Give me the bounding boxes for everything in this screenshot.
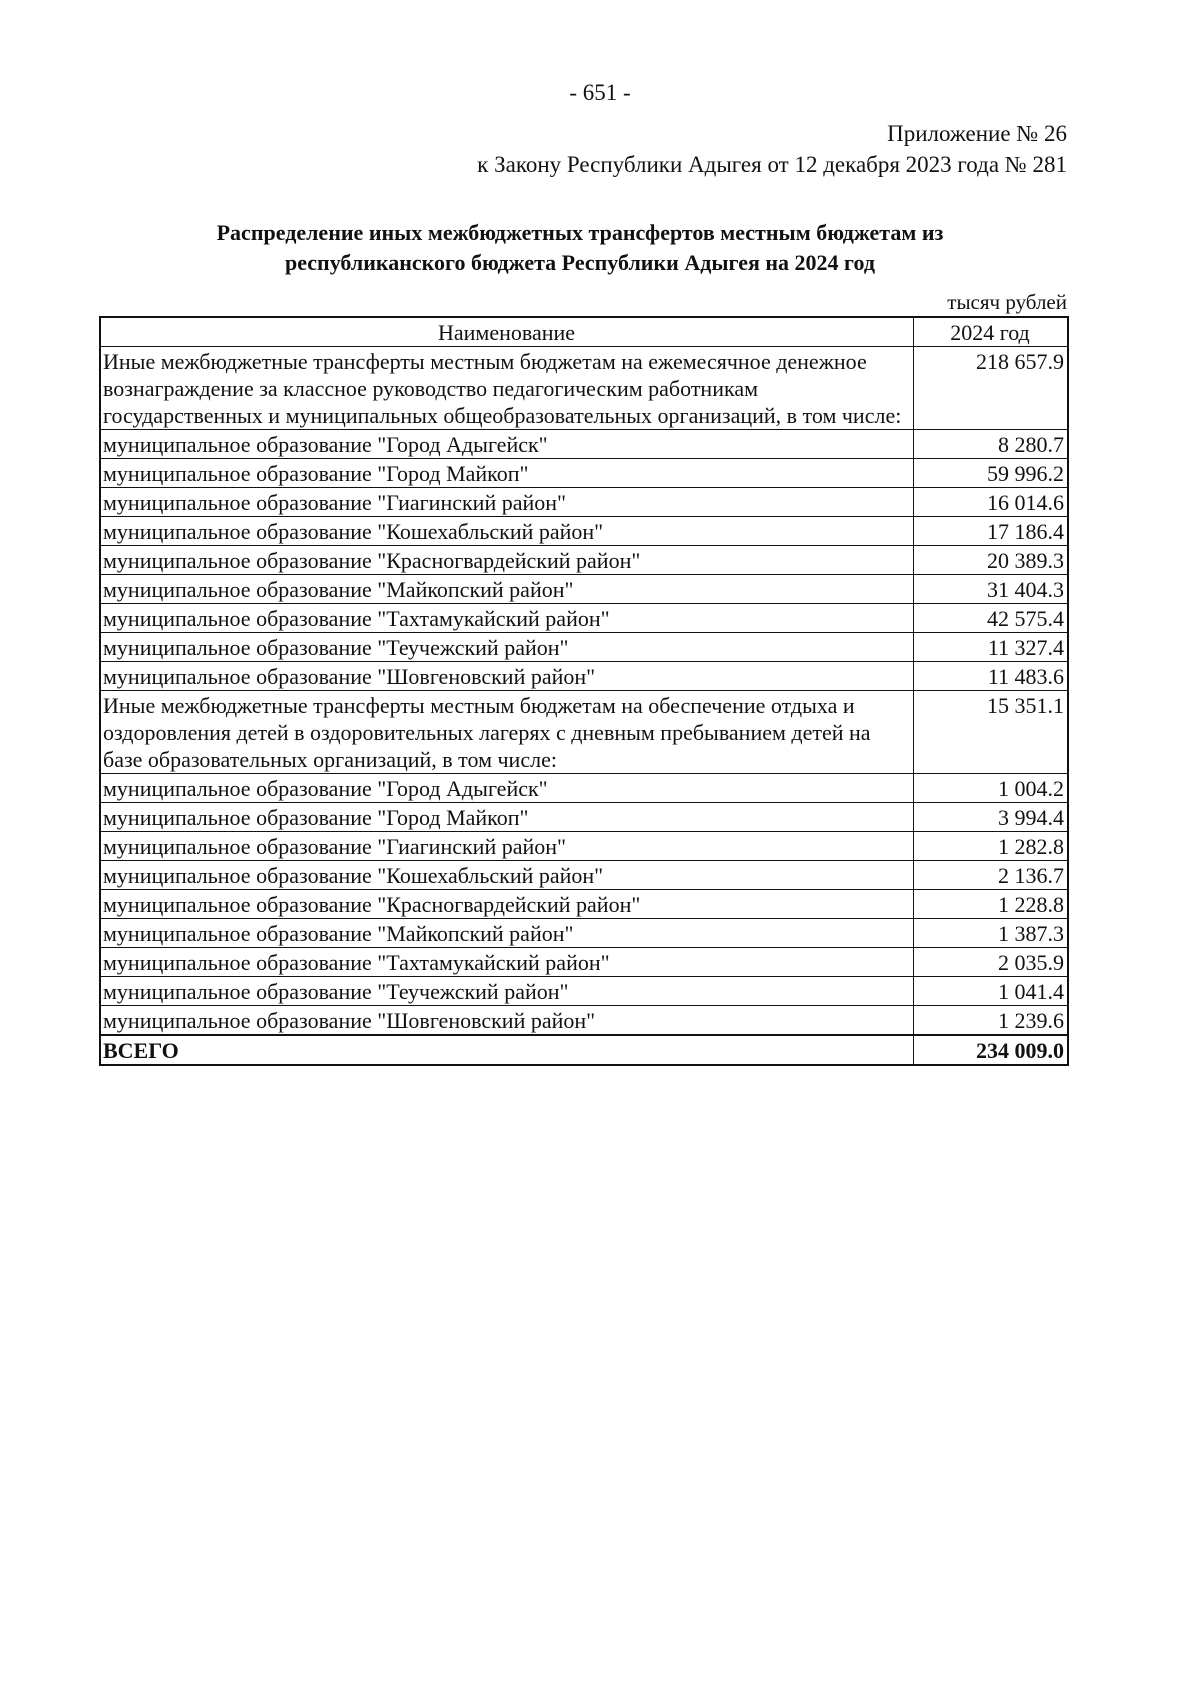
row-value: 59 996.2 [914, 459, 1069, 488]
table-row [100, 1006, 1068, 1036]
table-row [100, 633, 1068, 662]
table-row [100, 459, 1068, 488]
appendix-law-reference: к Закону Республики Адыгея от 12 декабря 2023 года № 281 [477, 152, 1067, 177]
total-label: ВСЕГО [100, 1035, 914, 1065]
row-name: муниципальное образование "Гиагинский район" [100, 488, 914, 517]
row-value: 20 389.3 [914, 546, 1069, 575]
row-name: муниципальное образование "Красногвардейский район" [100, 890, 914, 919]
table-row [100, 948, 1068, 977]
table-row [100, 890, 1068, 919]
row-value: 16 014.6 [914, 488, 1069, 517]
column-header-year: 2024 год [914, 317, 1069, 347]
row-value: 11 327.4 [914, 633, 1069, 662]
document-title [160, 218, 1000, 278]
row-value: 1 004.2 [914, 774, 1069, 803]
row-name: муниципальное образование "Гиагинский район" [100, 832, 914, 861]
table-row [100, 546, 1068, 575]
row-name: муниципальное образование "Майкопский район" [100, 919, 914, 948]
row-name: муниципальное образование "Шовгеновский район" [100, 1006, 914, 1036]
row-name: муниципальное образование "Город Адыгейск" [100, 430, 914, 459]
table-row [100, 919, 1068, 948]
row-value: 1 282.8 [914, 832, 1069, 861]
table-row [100, 861, 1068, 890]
row-value: 1 239.6 [914, 1006, 1069, 1036]
table-row [100, 488, 1068, 517]
row-value: 1 041.4 [914, 977, 1069, 1006]
row-value: 1 228.8 [914, 890, 1069, 919]
appendix-number: Приложение № 26 [887, 121, 1067, 146]
row-name: муниципальное образование "Шовгеновский район" [100, 662, 914, 691]
row-name: муниципальное образование "Кошехабльский район" [100, 517, 914, 546]
row-value: 2 035.9 [914, 948, 1069, 977]
row-name: муниципальное образование "Город Адыгейск" [100, 774, 914, 803]
document-title-line-1: Распределение иных межбюджетных трансфертов местным бюджетам из [216, 220, 944, 245]
total-value: 234 009.0 [914, 1035, 1069, 1065]
table-header-row [100, 317, 1068, 347]
row-name: муниципальное образование "Тахтамукайский район" [100, 948, 914, 977]
row-value: 218 657.9 [914, 347, 1069, 430]
table-row [100, 774, 1068, 803]
row-name: муниципальное образование "Красногвардейский район" [100, 546, 914, 575]
table-row [100, 832, 1068, 861]
row-name: муниципальное образование "Тахтамукайский район" [100, 604, 914, 633]
row-value: 17 186.4 [914, 517, 1069, 546]
units-label: тысяч рублей [947, 290, 1067, 314]
page-number: - 651 - [569, 80, 631, 105]
row-name: муниципальное образование "Теучежский район" [100, 977, 914, 1006]
table-row [100, 430, 1068, 459]
column-header-name: Наименование [100, 317, 914, 347]
row-name: муниципальное образование "Кошехабльский район" [100, 861, 914, 890]
table-row [100, 347, 1068, 430]
row-value: 1 387.3 [914, 919, 1069, 948]
table-row [100, 977, 1068, 1006]
row-name: Иные межбюджетные трансферты местным бюджетам на обеспечение отдыха и оздоровления детей в оздоровительных лагерях с дневным пребыванием детей на базе образовательных организаций, в том числе: [100, 691, 914, 774]
row-name: муниципальное образование "Город Майкоп" [100, 459, 914, 488]
row-value: 31 404.3 [914, 575, 1069, 604]
table-row [100, 691, 1068, 774]
row-value: 15 351.1 [914, 691, 1069, 774]
transfers-table [99, 316, 1069, 1066]
table-row [100, 517, 1068, 546]
row-name: муниципальное образование "Теучежский район" [100, 633, 914, 662]
total-row [100, 1035, 1068, 1065]
row-value: 3 994.4 [914, 803, 1069, 832]
table-row [100, 803, 1068, 832]
row-value: 42 575.4 [914, 604, 1069, 633]
row-name: муниципальное образование "Майкопский район" [100, 575, 914, 604]
row-name: Иные межбюджетные трансферты местным бюджетам на ежемесячное денежное вознаграждение за классное руководство педагогическим работникам государственных и муниципальных общеобразовательных организаций, в том числе: [100, 347, 914, 430]
row-name: муниципальное образование "Город Майкоп" [100, 803, 914, 832]
row-value: 11 483.6 [914, 662, 1069, 691]
table-row [100, 604, 1068, 633]
row-value: 2 136.7 [914, 861, 1069, 890]
table-row [100, 662, 1068, 691]
row-value: 8 280.7 [914, 430, 1069, 459]
document-title-line-2: республиканского бюджета Республики Адыгея на 2024 год [284, 250, 875, 275]
table-row [100, 575, 1068, 604]
appendix-reference [477, 118, 1067, 180]
